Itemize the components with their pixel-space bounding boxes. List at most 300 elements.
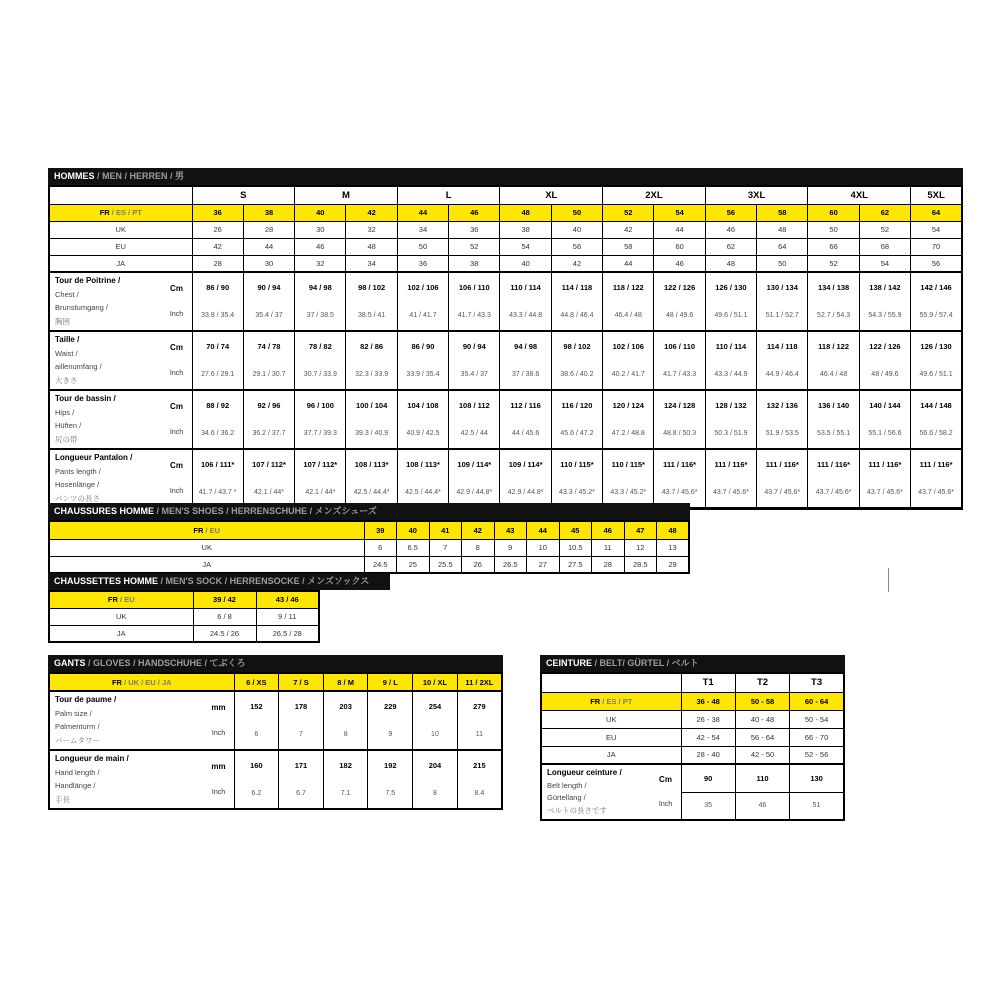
measure-value-cell — [500, 390, 551, 449]
measure-block-row — [49, 272, 962, 331]
measure-value-stack — [654, 392, 704, 447]
measure-value-stack — [552, 274, 602, 329]
belt-grid — [540, 672, 845, 821]
unit-labels — [653, 767, 679, 817]
measure-value-stack — [193, 451, 243, 506]
measure-value-cell — [500, 449, 551, 509]
measure-value-cell — [859, 449, 910, 509]
measure-value-cell — [368, 691, 413, 750]
value-cell: 52 — [859, 221, 910, 238]
gloves-table — [48, 655, 503, 810]
measure-value-stack — [603, 451, 653, 506]
size-group-cell: T2 — [735, 673, 789, 692]
measure-value-cell — [397, 390, 448, 449]
measure-value-cell — [500, 331, 551, 390]
cm-value: 106 / 110 — [458, 283, 490, 293]
cm-value: 122 / 126 — [869, 342, 901, 352]
unit-label-bottom: Inch — [169, 311, 184, 319]
value-cell: 58 — [603, 238, 654, 255]
row-label-secondary: / ES / PT — [109, 208, 142, 217]
inch-value: 42.1 / 44* — [305, 488, 336, 496]
measure-value-cell — [243, 449, 294, 509]
inch-value: 41.7 / 43.3 — [457, 311, 491, 319]
measure-value-cell — [295, 449, 346, 509]
table-title-secondary: / MEN'S SOCK / HERRENSOCKE / メンズソックス — [158, 576, 370, 586]
measure-value-cell — [457, 750, 502, 809]
value-cell: 24.5 — [364, 556, 397, 573]
measure-value-stack — [413, 693, 457, 748]
row-label-bold: FR — [193, 525, 204, 535]
row-label-secondary: / EU — [203, 525, 221, 535]
inch-value: 37 / 38.6 — [512, 370, 540, 378]
measure-block-row — [49, 750, 502, 809]
cm-value: 120 / 124 — [612, 401, 644, 411]
inch-value: 48 / 49.6 — [665, 311, 694, 319]
value-cell: 44 — [243, 238, 294, 255]
row-label: UK — [49, 608, 193, 625]
measure-value-cell — [859, 390, 910, 449]
measure-value-cell — [654, 449, 705, 509]
fr-size-cell: 50 - 58 — [735, 692, 789, 710]
measure-value-stack — [603, 333, 653, 388]
value-cell: 46 — [705, 221, 756, 238]
measure-label-line: 手長 — [55, 794, 70, 804]
size-group-row — [49, 186, 962, 204]
cm-value: 78 / 82 — [308, 342, 332, 352]
measure-block-row — [49, 449, 962, 509]
row-label: JA — [541, 746, 681, 764]
fr-size-row — [49, 521, 689, 539]
measure-value-cell — [551, 390, 602, 449]
measure-value-cell — [757, 390, 808, 449]
value-cell: 27.5 — [559, 556, 592, 573]
value-cell: 25 — [397, 556, 430, 573]
measure-value-cell — [449, 331, 500, 390]
unit-label-bottom: Inch — [169, 488, 184, 496]
cm-value: 104 / 108 — [407, 401, 439, 411]
measure-label-wrap — [50, 273, 192, 330]
inch-value: 44 / 45.6 — [512, 429, 540, 437]
cm-value: 107 / 112* — [252, 460, 286, 470]
measure-label-line: Waist / — [55, 348, 78, 358]
fr-size-cell: 54 — [654, 204, 705, 221]
fr-size-cell: 45 — [559, 521, 592, 539]
cm-value: 102 / 106 — [407, 283, 439, 293]
mens-size-table — [48, 168, 963, 510]
cm-value: 134 / 138 — [817, 283, 850, 293]
inch-value: 43.3 / 44.9 — [714, 370, 748, 378]
measure-value-cell — [346, 272, 397, 331]
cm-value: 116 / 120 — [561, 401, 593, 411]
cm-value: 86 / 90 — [206, 283, 230, 293]
cm-value: 102 / 106 — [612, 342, 644, 352]
measure-value-stack — [860, 333, 910, 388]
value-cell: 12 — [624, 539, 657, 556]
cm-value: 118 / 122 — [612, 283, 644, 293]
unit-label-top: Cm — [170, 342, 183, 352]
inch-value: 33.9 / 35.4 — [406, 370, 440, 378]
measure-value-stack — [757, 333, 807, 388]
cm-value: 215 — [473, 761, 486, 771]
value-cell: 56 — [551, 238, 602, 255]
row-label: EU — [49, 238, 192, 255]
measure-value-cell — [323, 691, 368, 750]
inch-value: 35.4 / 37 — [460, 370, 488, 378]
measure-label-lines — [55, 334, 102, 387]
table-header-bar — [540, 655, 845, 672]
value-cell: 6.5 — [397, 539, 430, 556]
measure-value-cell — [859, 331, 910, 390]
fr-size-cell: 46 — [449, 204, 500, 221]
measure-label-lines — [55, 275, 120, 328]
measure-value-stack — [552, 451, 602, 506]
cm-value: 111 / 116* — [765, 460, 799, 470]
measure-value-stack — [368, 693, 412, 748]
cm-value: 254 — [428, 702, 442, 712]
measure-value-stack — [808, 392, 858, 447]
measure-value-cell — [449, 449, 500, 509]
measure-value-stack — [244, 333, 294, 388]
inch-value: 43.3 / 45.2* — [559, 488, 595, 496]
measure-value-cell — [243, 390, 294, 449]
size-group-cell: 2XL — [603, 186, 706, 204]
cm-value: 136 / 140 — [817, 401, 850, 411]
standard-size-row — [49, 255, 962, 272]
measure-label-cell — [49, 449, 192, 509]
cm-value: 98 / 102 — [563, 342, 591, 352]
unit-labels — [164, 452, 190, 505]
fr-size-cell: 44 — [527, 521, 560, 539]
inch-value: 7.1 — [340, 789, 351, 797]
standard-size-row — [49, 625, 319, 642]
inch-value: 44.8 / 46.4 — [560, 311, 594, 319]
measure-value-cell — [397, 449, 448, 509]
measure-value-stack — [295, 392, 345, 447]
measure-label-cell — [49, 272, 192, 331]
fr-size-cell: 43 — [494, 521, 527, 539]
measure-value-cell — [449, 390, 500, 449]
measure-value-cell — [413, 750, 458, 809]
value-cell: 56 — [911, 255, 962, 272]
inch-value: 55.9 / 57.4 — [919, 311, 953, 319]
unit-labels — [206, 694, 232, 747]
measure-label-line: Hüften / — [55, 421, 82, 430]
value-cell: 44 — [603, 255, 654, 272]
measure-value-cell — [603, 272, 654, 331]
cm-value: 82 / 86 — [360, 342, 384, 352]
cm-value-cell: 110 — [735, 764, 789, 792]
measure-label-line: Tour de bassin / — [55, 394, 116, 403]
measure-label-lines — [55, 694, 116, 747]
table-title: HOMMES — [54, 171, 95, 181]
inch-value: 43.7 / 45.6* — [815, 488, 852, 496]
inch-value: 45.6 / 47.2 — [560, 429, 594, 437]
measure-value-cell — [192, 331, 243, 390]
empty-corner-cell — [49, 186, 192, 204]
measure-label-wrap — [50, 450, 192, 507]
value-cell: 28 — [192, 255, 243, 272]
measure-label-wrap — [50, 692, 234, 749]
inch-value: 6.2 — [251, 789, 262, 797]
value-cell: 50 — [397, 238, 448, 255]
inch-value: 10 — [431, 730, 439, 738]
measure-value-cell — [500, 272, 551, 331]
fr-size-cell: 43 / 46 — [256, 591, 319, 608]
measure-label-line: 尻の帯 — [55, 434, 78, 444]
measure-value-stack — [295, 333, 345, 388]
row-label — [49, 521, 364, 539]
inch-value: 32.3 / 33.9 — [355, 370, 389, 378]
measure-value-cell — [859, 272, 910, 331]
unit-label-bottom: Inch — [211, 789, 226, 797]
measure-value-cell — [911, 390, 962, 449]
measure-value-stack — [911, 451, 961, 506]
value-cell: 26 — [462, 556, 495, 573]
measure-value-stack — [603, 392, 653, 447]
measure-value-stack — [413, 752, 457, 807]
cm-value: 100 / 104 — [356, 401, 388, 411]
measure-value-stack — [324, 752, 368, 807]
row-label-secondary: / ES / PT — [600, 696, 633, 706]
measure-value-stack — [193, 392, 243, 447]
value-cell: 6 / 8 — [193, 608, 256, 625]
unit-label-bottom: Inch — [658, 801, 673, 808]
inch-value: 8 — [343, 730, 348, 738]
fr-size-cell: 36 - 48 — [681, 692, 735, 710]
row-label-secondary: / EU — [117, 595, 135, 605]
cm-value: 171 — [294, 761, 308, 771]
value-cell: 36 — [397, 255, 448, 272]
mens-size-grid — [48, 185, 963, 510]
inch-value: 43.7 / 45.6* — [764, 488, 801, 496]
measure-label-line: Hand length / — [55, 767, 100, 777]
row-label: UK — [541, 710, 681, 728]
measure-value-cell — [295, 390, 346, 449]
value-cell: 46 — [295, 238, 346, 255]
measure-value-cell — [192, 390, 243, 449]
size-group-cell: T3 — [790, 673, 844, 692]
measure-value-stack — [235, 752, 279, 807]
value-cell: 26.5 — [494, 556, 527, 573]
cm-value: 111 / 116* — [663, 460, 697, 470]
measure-value-stack — [706, 392, 756, 447]
measure-label-lines — [55, 393, 116, 446]
inch-value: 35.4 / 37 — [255, 311, 283, 319]
standard-size-row — [541, 728, 844, 746]
measure-value-stack — [911, 274, 961, 329]
measure-value-stack — [458, 752, 501, 807]
value-cell: 6 — [364, 539, 397, 556]
measure-label-wrap — [50, 751, 234, 808]
cm-value: 96 / 100 — [306, 401, 334, 411]
inch-value: 43.3 / 45.2* — [610, 488, 647, 496]
measure-value-stack — [603, 274, 653, 329]
value-cell: 66 - 70 — [790, 728, 844, 746]
measure-value-stack — [654, 333, 704, 388]
measure-label-cell — [49, 750, 234, 809]
table-header-bar — [48, 168, 963, 185]
measure-block-row — [49, 691, 502, 750]
cm-value: 106 / 111* — [200, 460, 235, 470]
fr-size-cell: 39 / 42 — [193, 591, 256, 608]
measure-value-cell — [603, 390, 654, 449]
fr-size-row — [49, 204, 962, 221]
fr-size-cell: 11 / 2XL — [457, 673, 502, 691]
gloves-grid — [48, 672, 503, 810]
measure-value-stack — [552, 392, 602, 447]
measure-label-line: ベルトの長さです — [547, 805, 607, 815]
value-cell: 56 - 64 — [735, 728, 789, 746]
fr-size-cell: 44 — [397, 204, 448, 221]
inch-value: 38.6 / 40.2 — [560, 370, 594, 378]
measure-label-lines — [547, 767, 622, 817]
inch-value: 46.4 / 48 — [614, 311, 642, 319]
cm-value-cell: 130 — [790, 764, 844, 792]
measure-value-stack — [295, 451, 345, 506]
cm-value: 110 / 115* — [611, 460, 645, 470]
unit-label-top: Cm — [170, 460, 183, 470]
measure-label-line: Handlänge / — [55, 781, 96, 790]
measure-value-cell — [911, 331, 962, 390]
measure-value-cell — [449, 272, 500, 331]
mens-socks-table — [48, 573, 390, 643]
row-label: UK — [49, 221, 192, 238]
size-group-cell: 4XL — [808, 186, 911, 204]
fr-size-cell: 60 - 64 — [790, 692, 844, 710]
value-cell: 66 — [808, 238, 859, 255]
unit-label-bottom: Inch — [169, 429, 184, 437]
cm-value: 124 / 128 — [663, 401, 696, 411]
table-title: CHAUSSETTES HOMME — [54, 576, 159, 586]
fr-size-cell: 36 — [192, 204, 243, 221]
value-cell: 50 — [757, 255, 808, 272]
cm-value: 126 / 130 — [715, 283, 747, 293]
measure-value-cell — [808, 272, 859, 331]
cm-value: 90 / 94 — [257, 283, 281, 293]
inch-value: 41.7 / 43.3 — [663, 370, 697, 378]
measure-value-stack — [346, 274, 396, 329]
measure-label-line: 大きさ — [55, 375, 78, 385]
measure-value-stack — [552, 333, 602, 388]
value-cell: 7 — [429, 539, 462, 556]
measure-label-line: Palmenturm / — [55, 722, 100, 731]
row-label: EU — [541, 728, 681, 746]
inch-value: 43.3 / 44.8 — [509, 311, 543, 319]
measure-value-stack — [295, 274, 345, 329]
cm-value: 111 / 116* — [714, 460, 748, 470]
value-cell: 54 — [859, 255, 910, 272]
cm-value: 108 / 113* — [406, 460, 440, 470]
value-cell: 40 - 48 — [735, 710, 789, 728]
value-cell: 48 — [346, 238, 397, 255]
value-cell: 52 - 56 — [790, 746, 844, 764]
value-cell: 44 — [654, 221, 705, 238]
measure-label-line: Hosenlänge / — [55, 480, 100, 489]
value-cell: 48 — [757, 221, 808, 238]
measure-value-cell — [757, 331, 808, 390]
table-header-bar — [48, 503, 690, 520]
inch-value: 40.9 / 42.5 — [406, 429, 440, 437]
mens-shoes-table — [48, 503, 690, 574]
inch-value-cell: 51 — [790, 792, 844, 820]
measure-value-cell — [911, 449, 962, 509]
measure-value-stack — [808, 451, 858, 506]
row-label: UK — [49, 539, 364, 556]
measure-value-cell — [911, 272, 962, 331]
fr-size-cell: 6 / XS — [234, 673, 279, 691]
standard-size-row — [49, 608, 319, 625]
measure-value-cell — [368, 750, 413, 809]
measure-value-stack — [244, 451, 294, 506]
inch-value: 33.8 / 35.4 — [201, 311, 235, 319]
cm-value: 114 / 118 — [767, 342, 798, 352]
stray-line — [888, 568, 889, 592]
measure-label-wrap — [542, 765, 681, 819]
measure-value-cell — [654, 272, 705, 331]
value-cell: 42 — [551, 255, 602, 272]
measure-value-cell — [323, 750, 368, 809]
measure-value-stack — [398, 392, 448, 447]
value-cell: 8 — [462, 539, 495, 556]
value-cell: 9 / 11 — [256, 608, 319, 625]
cm-value: 106 / 110 — [664, 342, 696, 352]
unit-labels — [164, 334, 190, 387]
measure-value-stack — [808, 333, 858, 388]
measure-value-cell — [346, 331, 397, 390]
measure-value-stack — [706, 451, 756, 506]
inch-value: 34.6 / 36.2 — [201, 429, 235, 437]
value-cell: 11 — [592, 539, 625, 556]
value-cell: 26 — [192, 221, 243, 238]
size-group-cell: 3XL — [705, 186, 808, 204]
measure-value-cell — [808, 449, 859, 509]
inch-value: 56.6 / 58.2 — [919, 429, 953, 437]
fr-size-cell: 40 — [295, 204, 346, 221]
measure-value-cell — [279, 691, 324, 750]
fr-size-cell: 41 — [429, 521, 462, 539]
cm-value: 94 / 98 — [514, 342, 538, 352]
measure-value-stack — [279, 752, 323, 807]
fr-size-cell: 39 — [364, 521, 397, 539]
measure-block-row — [541, 764, 844, 792]
cm-value: 108 / 113* — [354, 460, 389, 470]
row-label — [49, 204, 192, 221]
fr-size-cell: 8 / M — [323, 673, 368, 691]
belt-table — [540, 655, 845, 821]
unit-label-top: mm — [211, 702, 226, 712]
measure-label-line: 胸囲 — [55, 316, 70, 326]
size-group-cell: T1 — [681, 673, 735, 692]
table-header-bar — [48, 655, 503, 672]
fr-size-cell: 56 — [705, 204, 756, 221]
cm-value: 114 / 118 — [561, 283, 593, 293]
inch-value: 27.6 / 29.1 — [201, 370, 235, 378]
value-cell: 9 — [494, 539, 527, 556]
inch-value: 43.7 / 45.6* — [713, 488, 749, 496]
measure-value-stack — [346, 333, 396, 388]
size-group-cell: S — [192, 186, 295, 204]
measure-label-lines — [55, 452, 132, 505]
fr-size-cell: 48 — [657, 521, 690, 539]
unit-label-bottom: Inch — [211, 730, 226, 738]
inch-value: 7.5 — [385, 789, 396, 797]
measure-label-line: Longueur Pantalon / — [55, 453, 133, 462]
unit-label-top: Cm — [170, 283, 183, 293]
standard-size-row — [49, 539, 689, 556]
measure-label-line: Chest / — [55, 289, 79, 299]
row-label — [541, 692, 681, 710]
measure-value-stack — [757, 451, 807, 506]
